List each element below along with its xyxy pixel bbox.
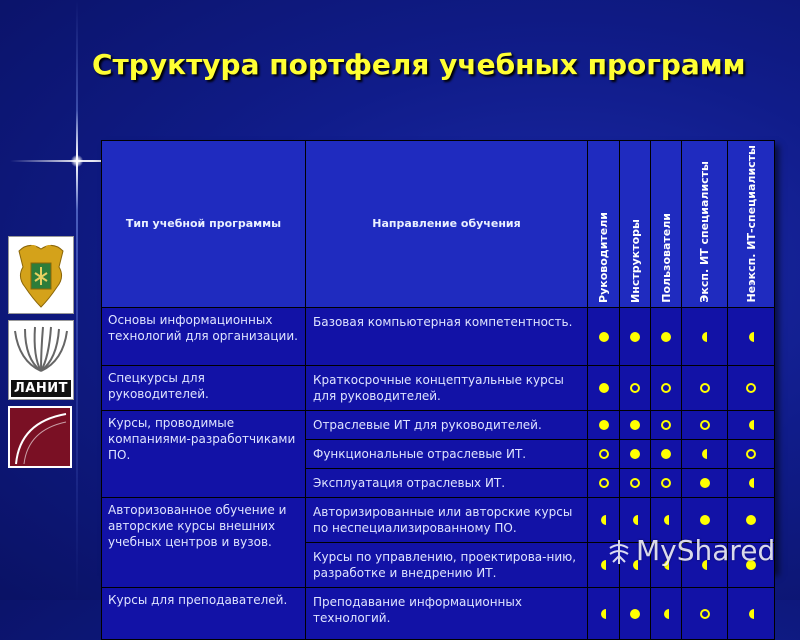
- direction-cell: Базовая компьютерная компетентность.: [306, 307, 588, 365]
- half-circle-icon: [633, 515, 638, 525]
- decorative-vertical-line: [76, 0, 78, 600]
- table-row: [102, 410, 775, 439]
- rating-cell: [682, 365, 728, 410]
- rating-cell: [651, 365, 682, 410]
- direction-cell: Краткосрочные концептуальные курсы для руководителей.: [306, 365, 588, 410]
- header-direction: Направление обучения: [306, 141, 588, 308]
- header-audience-exp-it: Эксп. ИТ специалисты: [682, 141, 728, 308]
- third-logo: [8, 406, 72, 468]
- rating-cell: [651, 587, 682, 639]
- rating-cell: [620, 439, 651, 468]
- empty-circle-icon: [661, 420, 671, 430]
- full-circle-icon: [599, 420, 609, 430]
- rating-cell: [620, 307, 651, 365]
- rating-cell: [682, 307, 728, 365]
- full-circle-icon: [630, 420, 640, 430]
- rating-cell: [651, 307, 682, 365]
- rating-cell: [588, 439, 620, 468]
- program-type-cell: Основы информационных технологий для организации.: [102, 307, 306, 365]
- full-circle-icon: [599, 383, 609, 393]
- rating-cell: [588, 365, 620, 410]
- full-circle-icon: [661, 449, 671, 459]
- header-audience-users: Пользователи: [651, 141, 682, 308]
- half-circle-icon: [749, 332, 754, 342]
- rating-cell: [728, 410, 775, 439]
- table-row: [102, 587, 775, 639]
- rating-cell: [651, 468, 682, 497]
- rating-cell: [728, 307, 775, 365]
- rating-cell: [588, 307, 620, 365]
- empty-circle-icon: [661, 383, 671, 393]
- program-type-cell: Спецкурсы для руководителей.: [102, 365, 306, 410]
- header-audience-instructors: Инструкторы: [620, 141, 651, 308]
- half-circle-icon: [664, 515, 669, 525]
- direction-cell: Преподавание информационных технологий.: [306, 587, 588, 639]
- direction-cell: Отраслевые ИТ для руководителей.: [306, 410, 588, 439]
- table-row: [102, 365, 775, 410]
- watermark-icon: [606, 538, 632, 566]
- empty-circle-icon: [599, 478, 609, 488]
- rating-cell: [651, 410, 682, 439]
- direction-cell: Функциональные отраслевые ИТ.: [306, 439, 588, 468]
- sparkle-icon: [71, 155, 83, 167]
- rating-cell: [682, 587, 728, 639]
- half-circle-icon: [749, 478, 754, 488]
- empty-circle-icon: [700, 609, 710, 619]
- full-circle-icon: [599, 332, 609, 342]
- direction-cell: Авторизированные или авторские курсы по неспециализированному ПО.: [306, 497, 588, 542]
- program-type-cell: Курсы, проводимые компаниями-разработчиками ПО.: [102, 410, 306, 497]
- half-circle-icon: [749, 609, 754, 619]
- watermark: [606, 534, 792, 574]
- full-circle-icon: [700, 515, 710, 525]
- half-circle-icon: [664, 609, 669, 619]
- empty-circle-icon: [661, 478, 671, 488]
- header-audience-managers: Руководители: [588, 141, 620, 308]
- empty-circle-icon: [630, 478, 640, 488]
- rating-cell: [620, 587, 651, 639]
- table-row: [102, 307, 775, 365]
- lanit-label: ЛАНИТ: [11, 380, 71, 397]
- rating-cell: [588, 587, 620, 639]
- rating-cell: [682, 468, 728, 497]
- portfolio-table: [101, 140, 774, 625]
- rating-cell: [682, 439, 728, 468]
- full-circle-icon: [630, 332, 640, 342]
- half-circle-icon: [601, 515, 606, 525]
- rating-cell: [588, 468, 620, 497]
- empty-circle-icon: [700, 420, 710, 430]
- full-circle-icon: [630, 449, 640, 459]
- rating-cell: [728, 587, 775, 639]
- full-circle-icon: [746, 515, 756, 525]
- header-audience-nonexp-it: Неэксп. ИТ-специалисты: [728, 141, 775, 308]
- program-type-cell: Курсы для преподавателей.: [102, 587, 306, 639]
- direction-cell: Курсы по управлению, проектирова-нию, разработке и внедрению ИТ.: [306, 542, 588, 587]
- program-type-cell: Авторизованное обучение и авторские курсы внешних учебных центров и вузов.: [102, 497, 306, 587]
- empty-circle-icon: [630, 383, 640, 393]
- rating-cell: [588, 410, 620, 439]
- rating-cell: [620, 365, 651, 410]
- rating-cell: [651, 439, 682, 468]
- full-circle-icon: [661, 332, 671, 342]
- lanit-logo: [8, 320, 74, 400]
- rating-cell: [728, 439, 775, 468]
- rating-cell: [728, 468, 775, 497]
- rating-cell: [728, 365, 775, 410]
- direction-cell: Эксплуатация отраслевых ИТ.: [306, 468, 588, 497]
- half-circle-icon: [601, 609, 606, 619]
- rating-cell: [620, 468, 651, 497]
- header-program-type: Тип учебной программы: [102, 141, 306, 308]
- watermark-text: MyShared: [636, 534, 776, 567]
- rating-cell: [620, 410, 651, 439]
- full-circle-icon: [700, 478, 710, 488]
- empty-circle-icon: [700, 383, 710, 393]
- empty-circle-icon: [599, 449, 609, 459]
- empty-circle-icon: [746, 383, 756, 393]
- emblem-logo: [8, 236, 74, 314]
- half-circle-icon: [749, 420, 754, 430]
- half-circle-icon: [702, 332, 707, 342]
- rating-cell: [682, 410, 728, 439]
- half-circle-icon: [702, 449, 707, 459]
- empty-circle-icon: [746, 449, 756, 459]
- table-header-row: [102, 141, 775, 308]
- full-circle-icon: [630, 609, 640, 619]
- slide-title: Структура портфеля учебных программ: [92, 48, 746, 81]
